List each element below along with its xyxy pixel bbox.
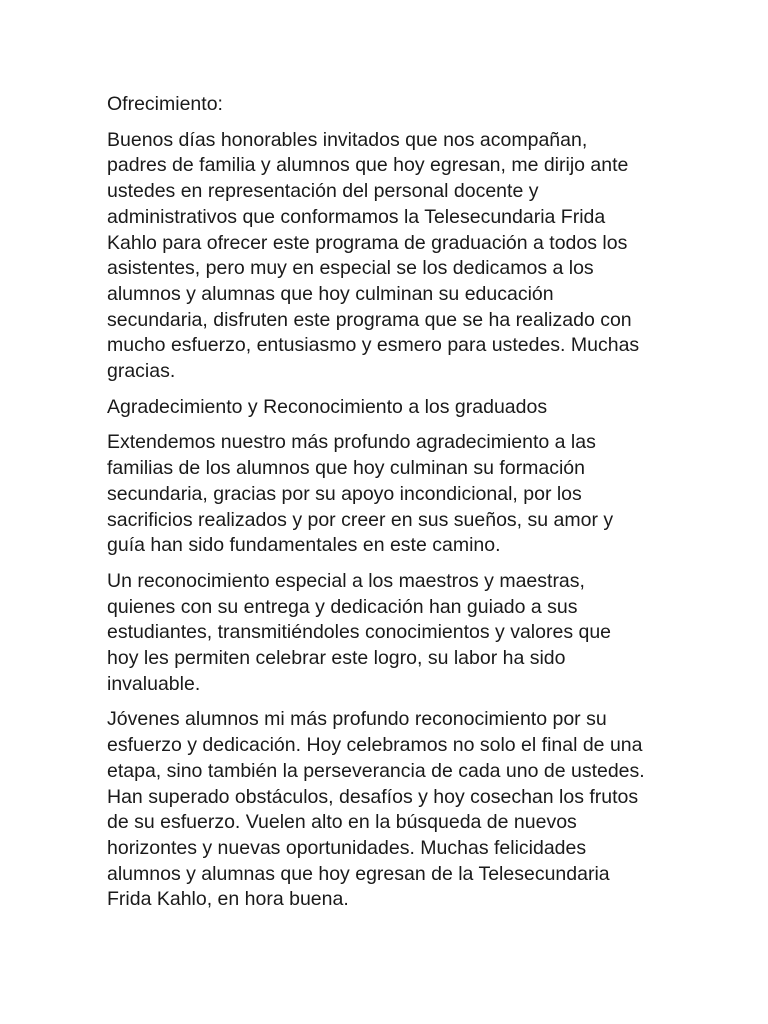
paragraph bbox=[107, 707, 667, 913]
text-line: familias de los alumnos que hoy culminan su formación bbox=[107, 457, 585, 480]
text-line: Han superado obstáculos, desafíos y hoy cosechan los frutos bbox=[107, 785, 639, 808]
text-line: alumnos y alumnas que hoy culminan su educación bbox=[107, 282, 554, 305]
text-line: secundaria, disfruten este programa que se ha realizado con bbox=[107, 308, 632, 331]
text-line: guía han sido fundamentales en este camino. bbox=[107, 534, 501, 557]
text-line: alumnos y alumnas que hoy egresan de la Telesecundaria bbox=[107, 862, 610, 885]
paragraph bbox=[107, 569, 667, 698]
text-line: padres de familia y alumnos que hoy egresan, me dirijo ante bbox=[107, 154, 629, 177]
text-line: de su esfuerzo. Vuelen alto en la búsqueda de nuevos bbox=[107, 811, 577, 834]
text-line: mucho esfuerzo, entusiasmo y esmero para ustedes. Muchas bbox=[107, 334, 640, 357]
text-line: Jóvenes alumnos mi más profundo reconocimiento por su bbox=[107, 708, 607, 731]
paragraph bbox=[107, 430, 667, 559]
text-line: horizontes y nuevas oportunidades. Muchas felicidades bbox=[107, 836, 587, 859]
text-line: gracias. bbox=[107, 360, 176, 383]
section-heading bbox=[107, 92, 667, 118]
text-line: Extendemos nuestro más profundo agradecimiento a las bbox=[107, 431, 596, 454]
text-line: Ofrecimiento: bbox=[107, 93, 223, 115]
text-line: hoy les permiten celebrar este logro, su labor ha sido bbox=[107, 647, 566, 670]
text-line: asistentes, pero muy en especial se los dedicamos a los bbox=[107, 257, 594, 280]
text-line: Un reconocimiento especial a los maestros y maestras, bbox=[107, 569, 585, 592]
text-line: ustedes en representación del personal docente y bbox=[107, 180, 539, 203]
text-line: invaluable. bbox=[107, 672, 201, 695]
paragraph bbox=[107, 128, 667, 385]
text-line: estudiantes, transmitiéndoles conocimientos y valores que bbox=[107, 621, 612, 644]
text-line: Kahlo para ofrecer este programa de graduación a todos los bbox=[107, 231, 628, 254]
text-line: Buenos días honorables invitados que nos acompañan, bbox=[107, 128, 588, 151]
document-body bbox=[107, 92, 667, 923]
text-line: Agradecimiento y Reconocimiento a los graduados bbox=[107, 395, 548, 418]
text-line: administrativos que conformamos la Telesecundaria Frida bbox=[107, 205, 606, 228]
text-line: etapa, sino también la perseverancia de cada uno de ustedes. bbox=[107, 759, 645, 782]
text-line: quienes con su entrega y dedicación han guiado a sus bbox=[107, 595, 578, 618]
text-line: sacrificios realizados y por creer en sus sueños, su amor y bbox=[107, 508, 614, 531]
text-line: Frida Kahlo, en hora buena. bbox=[107, 888, 349, 911]
text-line: secundaria, gracias por su apoyo incondicional, por los bbox=[107, 482, 582, 505]
section-heading bbox=[107, 395, 667, 421]
text-line: esfuerzo y dedicación. Hoy celebramos no solo el final de una bbox=[107, 734, 643, 757]
